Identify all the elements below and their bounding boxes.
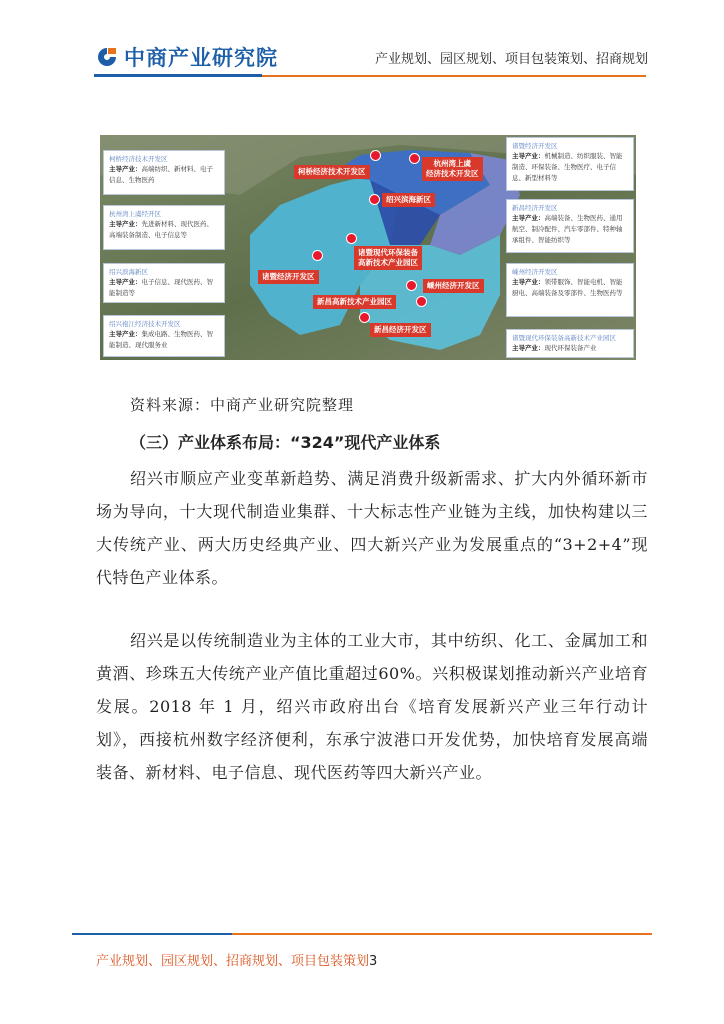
- figure-source: 资料来源：中商产业研究院整理: [130, 396, 355, 414]
- section-heading: （三）产业体系布局：“324”现代产业体系: [130, 433, 441, 452]
- header-rule-orange: [262, 75, 646, 77]
- infobox-shengzhou: 嵊州经济开发区 主导产业：领带服饰、智能电机、智能厨电、高端装备及零部件、生物医药等: [506, 263, 634, 317]
- infobox-paojiang: 绍兴袍江经济技术开发区 主导产业：集成电路、生物医药、智能制造、现代服务业: [103, 315, 225, 357]
- zone-dot-xinchang: [359, 312, 370, 323]
- logo-text: 中商产业研究院: [124, 46, 278, 70]
- zone-label-zhuji: 诸暨经济开发区: [258, 270, 319, 284]
- footer-tagline: 产业规划、园区规划、招商规划、项目包装策划: [96, 954, 370, 969]
- map-figure: [100, 135, 636, 360]
- footer-rule-orange: [232, 933, 652, 935]
- header-tagline: 产业规划、园区规划、项目包装策划、招商规划: [374, 52, 648, 67]
- zone-label-binhai: 绍兴滨海新区: [382, 193, 435, 207]
- zone-label-keqiao: 柯桥经济技术开发区: [294, 165, 370, 179]
- logo: [96, 42, 278, 72]
- zone-label-shangyu: 杭州湾上虞 经济技术开发区: [422, 157, 483, 181]
- zone-dot-zhuji: [312, 250, 323, 261]
- infobox-zhuji: 诸暨经济开发区 主导产业：机械制造、纺织服装、智能制造、环保装备、生物医疗、电子信息、新型材料等: [506, 137, 634, 191]
- zone-label-zhuji-hightech: 诸暨现代环保装备 高新技术产业园区: [354, 246, 422, 270]
- paragraph-1: 绍兴市顺应产业变革新趋势、满足消费升级新需求、扩大内外循环新市场为导向，十大现代制造业集群、十大标志性产业链为主线，加快构建以三大传统产业、两大历史经典产业、四大新兴产业为发展重点的“3+2+4”现代特色产业体系。: [96, 469, 648, 587]
- zone-label-xinchang-hightech: 新昌高新技术产业园区: [313, 295, 396, 309]
- footer-rule-blue: [72, 933, 232, 935]
- zone-dot-keqiao: [370, 150, 381, 161]
- infobox-xinchang: 新昌经济开发区 主导产业：高端装备、生物医药、通用航空、制冷配件、汽车零部件、特种轴承组件、智能纺织等: [506, 199, 634, 253]
- zone-dot-binhai: [369, 194, 380, 205]
- page-number: 3: [369, 954, 378, 969]
- zone-dot-xinchang-hightech: [416, 296, 427, 307]
- zone-dot-shengzhou: [406, 280, 417, 291]
- zone-label-shengzhou: 嵊州经济开发区: [423, 279, 484, 293]
- header-rule-blue: [94, 74, 262, 77]
- zone-dot-zhuji-hightech: [346, 233, 357, 244]
- paragraph-2: 绍兴是以传统制造业为主体的工业大市，其中纺织、化工、金属加工和黄酒、珍珠五大传统产业产值比重超过60%。兴积极谋划推动新兴产业培育发展。2018 年 1 月，绍兴市政府出台《培育发展新兴产业三年行动计划》，西接杭州数字经济便利，东承宁波港口开发优势，加快培育发展高端装备、新材料、电子信息、现代医药等四大新兴产业。: [96, 631, 648, 782]
- footer: [96, 950, 377, 969]
- zone-label-xinchang: 新昌经济开发区: [370, 323, 431, 337]
- infobox-keqiao: 柯桥经济技术开发区 主导产业：高端纺织、新材料、电子信息、生物医药: [103, 150, 225, 195]
- zone-dot-shangyu: [409, 153, 420, 164]
- logo-icon: [96, 46, 118, 68]
- infobox-shangyu: 杭州湾上虞经开区 主导产业：先进新材料、现代医药、高端装备制造、电子信息等: [103, 205, 225, 250]
- infobox-binhai: 绍兴滨海新区 主导产业：电子信息、现代医药、智能制造等: [103, 263, 225, 303]
- infobox-zhuji-hightech: 诸暨现代环保装备高新技术产业园区 主导产业：现代环保装备产业: [506, 329, 634, 358]
